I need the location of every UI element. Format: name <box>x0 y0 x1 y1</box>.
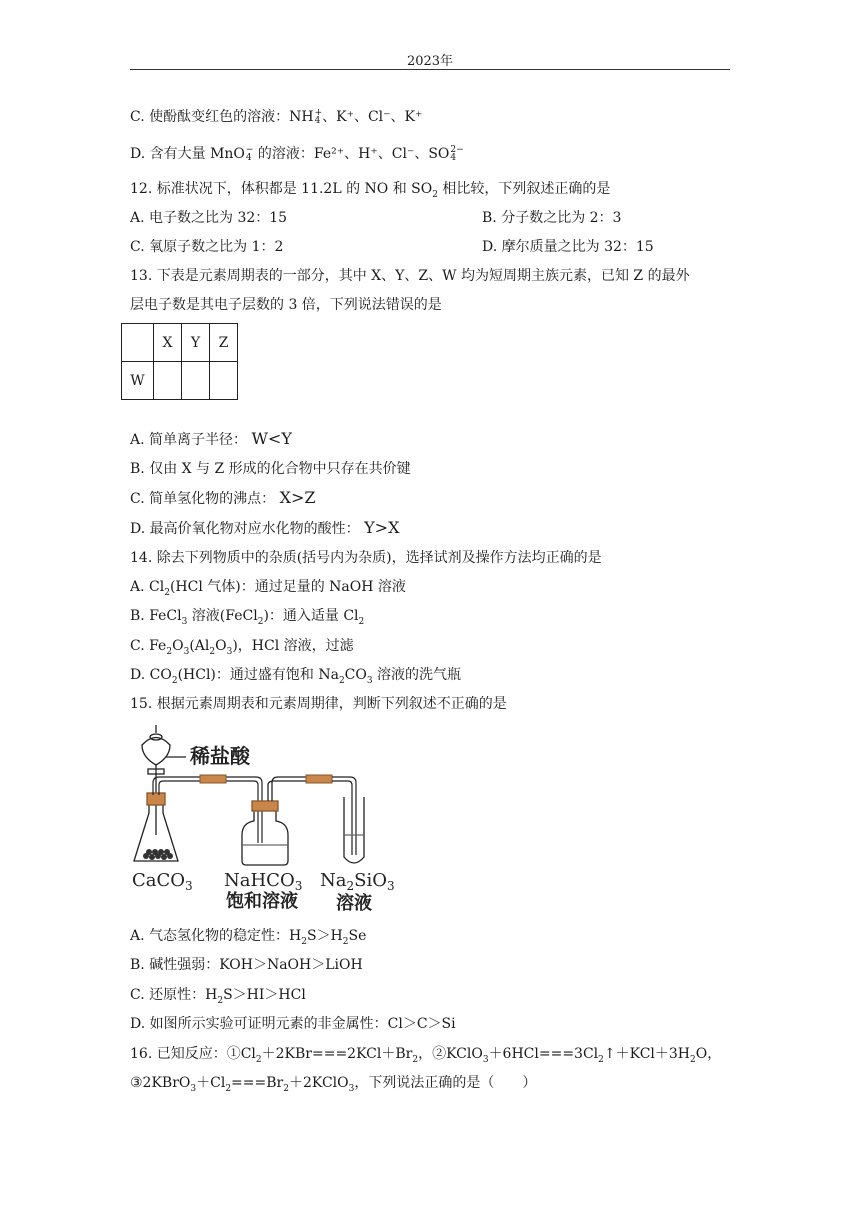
q12-option-a: A. 电子数之比为 32：15 <box>130 210 288 226</box>
separatory-funnel <box>142 725 170 835</box>
periodic-table-fragment <box>121 323 238 400</box>
nahco3-solution-label: 饱和溶液 <box>226 891 298 912</box>
q15-option-d: D. 如图所示实验可证明元素的非金属性：Cl＞C＞Si <box>130 1016 456 1032</box>
acid-label: 稀盐酸 <box>190 744 250 768</box>
apparatus-figure <box>128 725 428 920</box>
q11-option-c: C. 使酚酞变红色的溶液：NH + 4 、K⁺、Cl⁻、K⁺ <box>130 108 423 126</box>
q13-option-a: A. 简单离子半径： W<Y <box>130 429 292 448</box>
q14-option-a: A. $Cl_2(HCl$ 气体)：通过足量的 NaOH 溶液 <box>130 579 406 598</box>
q13-option-c: C. 简单氢化物的沸点： X>Z <box>130 488 316 507</box>
q15-option-a: A. 气态氢化物的稳定性：$H_2S>H_2Se$ <box>130 928 367 947</box>
header-rule <box>130 69 730 70</box>
q14-stem: 14. 除去下列物质中的杂质(括号内为杂质)，选择试剂及操作方法均正确的是 <box>130 550 602 566</box>
pt-cell-z: Z <box>210 324 238 362</box>
q15-option-b: B. 碱性强弱：KOH＞NaOH＞LiOH <box>130 957 363 973</box>
nahco3-label: NaHCO$_3$ <box>224 870 303 893</box>
pt-cell <box>182 362 210 400</box>
q16-stem-line1: 16. 已知反应：$①Cl_2+2KBr===2KCl+Br_2$，$②KClO_3+6HCl===3Cl_2↑+KCl+3H_2O$， <box>130 1046 722 1065</box>
pt-cell <box>210 362 238 400</box>
pt-cell-y: Y <box>182 324 210 362</box>
q15-option-c: C. 还原性：$H_2S>HI>HCl$ <box>130 987 306 1006</box>
caco3-pellets <box>143 849 173 860</box>
q13-option-d: D. 最高价氧化物对应水化物的酸性： Y>X <box>130 518 400 537</box>
q11-option-d: D. 含有大量 MnO − 4 的溶液：Fe²⁺、H⁺、Cl⁻、SO 2− 4 <box>130 145 464 163</box>
q14-option-b: B. FeCl$_3$ 溶液(FeCl$_2$)：通入适量 $Cl_2$ <box>130 608 365 627</box>
caco3-label: CaCO$_3$ <box>132 870 193 893</box>
na2sio3-label: $Na_2SiO_3$ <box>320 870 395 893</box>
q12-option-d: D. 摩尔质量之比为 32：15 <box>482 239 654 255</box>
q14-option-d: D. $CO_2(HCl)$：通过盛有饱和 $Na_2CO_3$ 溶液的洗气瓶 <box>130 667 462 686</box>
rubber-connector-2 <box>306 775 332 783</box>
rubber-connector-1 <box>200 775 226 783</box>
pt-cell <box>122 324 154 362</box>
q13-stem-line2: 层电子数是其电子层数的 3 倍，下列说法错误的是 <box>130 297 442 313</box>
pt-cell <box>154 362 182 400</box>
q12-option-c: C. 氧原子数之比为 1：2 <box>130 239 284 255</box>
q13-stem-line1: 13. 下表是元素周期表的一部分，其中 X、Y、Z、W 均为短周期主族元素，已知 Z 的最外 <box>130 268 690 284</box>
q12-stem: 12. 标准状况下，体积都是 11.2L 的 NO 和 $SO_2$ 相比较，下列叙述正确的是 <box>130 181 611 200</box>
q16-stem-line2: $③2KBrO_3+Cl_2===Br_2+2KClO_3$，下列说法正确的是（ ） <box>130 1075 537 1094</box>
q15-stem: 15. 根据元素周期表和元素周期律，判断下列叙述不正确的是 <box>130 696 507 712</box>
pt-cell-x: X <box>154 324 182 362</box>
test-tube <box>344 797 364 863</box>
q14-option-c: C. $Fe_2O_3(Al_2O_3)$，HCl 溶液，过滤 <box>130 638 354 657</box>
q13-option-b: B. 仅由 X 与 Z 形成的化合物中只存在共价键 <box>130 461 411 477</box>
na2sio3-solution-label: 溶液 <box>336 893 372 914</box>
q12-option-b: B. 分子数之比为 2：3 <box>482 210 622 226</box>
gas-washing-bottle <box>242 777 306 865</box>
page-header: 2023年 <box>406 54 454 69</box>
pt-cell-w: W <box>122 362 154 400</box>
